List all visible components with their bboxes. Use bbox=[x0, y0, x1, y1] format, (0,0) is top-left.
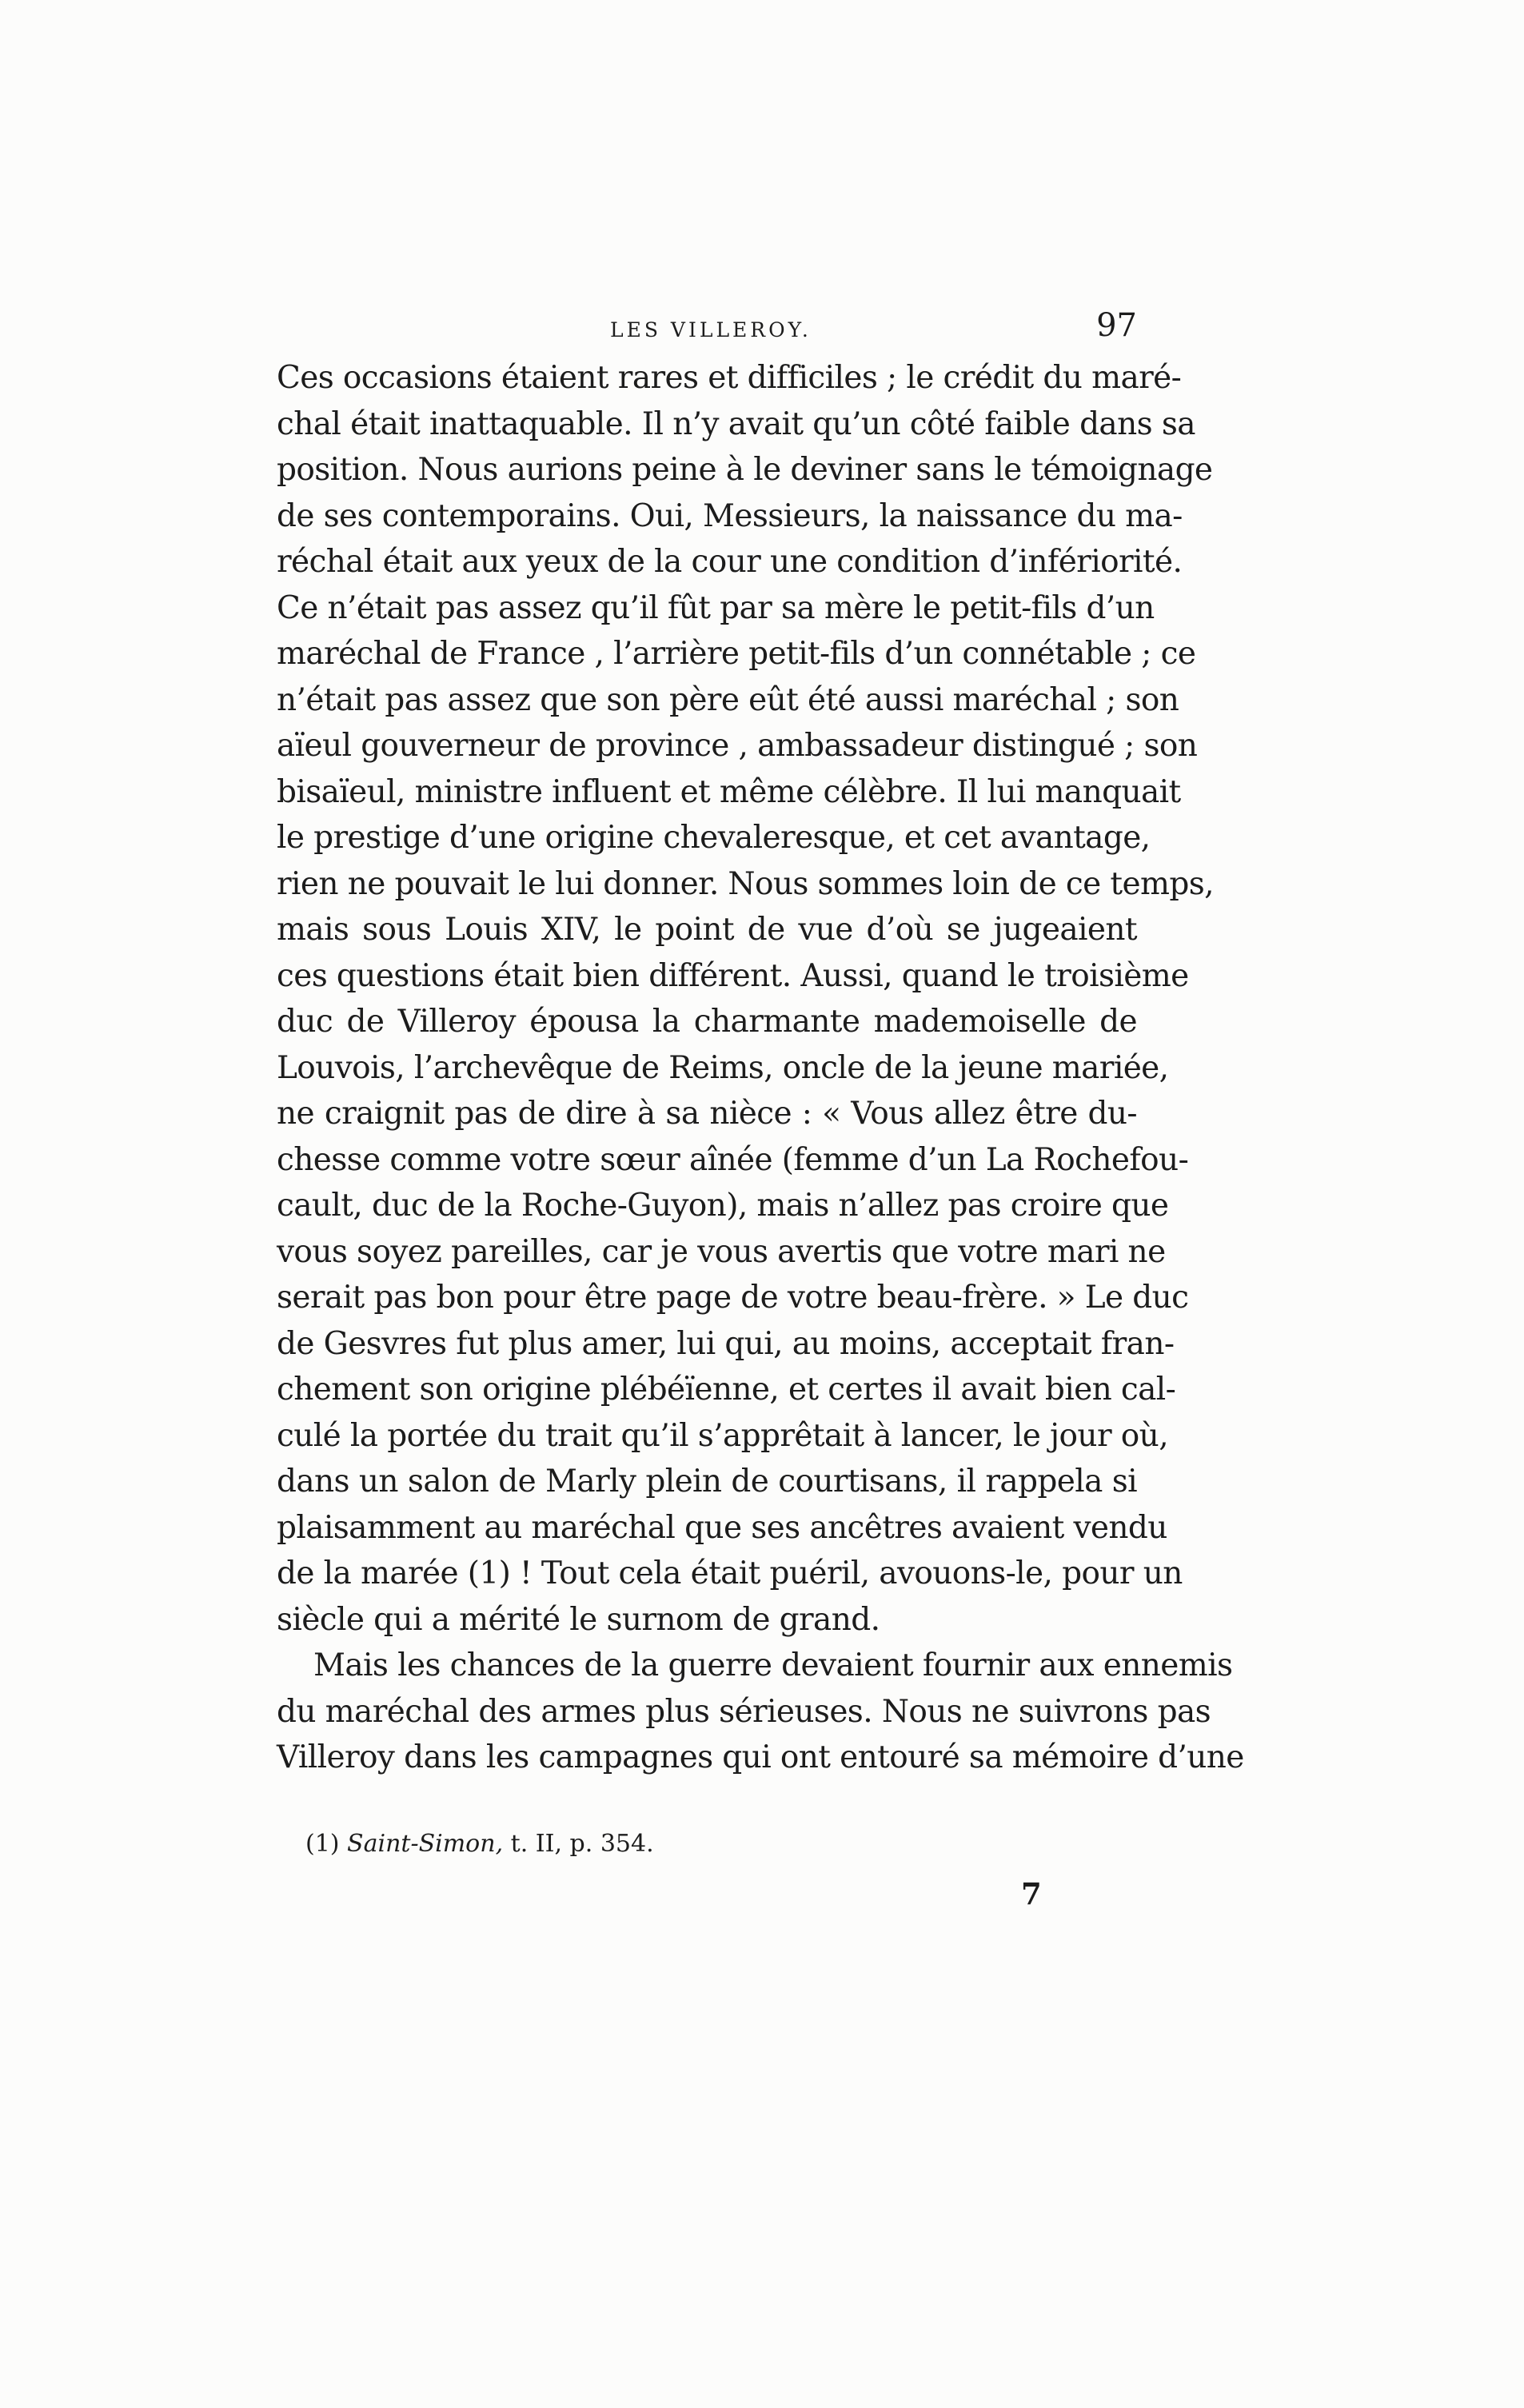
signature-mark: 7 bbox=[1021, 1876, 1042, 1911]
text-line: dans un salon de Marly plein de courtisans, il rappela si bbox=[277, 1464, 1137, 1500]
text-line: ces questions était bien différent. Aussi, quand le troisième bbox=[277, 957, 1189, 994]
text-line: du maréchal des armes plus sérieuses. Nous ne suivrons pas bbox=[277, 1693, 1211, 1730]
text-line: culé la portée du trait qu’il s’apprêtait à lancer, le jour où, bbox=[277, 1417, 1168, 1454]
text-line: Ces occasions étaient rares et difficiles ; le crédit du maré- bbox=[277, 360, 1182, 396]
text-line: maréchal de France , l’arrière petit-fils d’un connétable ; ce bbox=[277, 636, 1196, 672]
text-line: serait pas bon pour être page de votre beau-frère. » Le duc bbox=[277, 1280, 1189, 1316]
text-line: de Gesvres fut plus amer, lui qui, au moins, acceptait fran- bbox=[277, 1325, 1175, 1362]
footnote-marker: (1) bbox=[305, 1830, 340, 1858]
text-line: chal était inattaquable. Il n’y avait qu’un côté faible dans sa bbox=[277, 405, 1195, 442]
text-line: mais sous Louis XIV, le point de vue d’où se jugeaient bbox=[277, 912, 1137, 948]
text-line: siècle qui a mérité le surnom de grand. bbox=[277, 1601, 880, 1638]
text-line: position. Nous aurions peine à le deviner sans le témoignage bbox=[277, 452, 1213, 488]
text-line: réchal était aux yeux de la cour une condition d’infériorité. bbox=[277, 544, 1183, 580]
text-line: Ce n’était pas assez qu’il fût par sa mère le petit-fils d’un bbox=[277, 589, 1155, 626]
text-line: de ses contemporains. Oui, Messieurs, la naissance du ma- bbox=[277, 497, 1183, 534]
text-line: vous soyez pareilles, car je vous avertis que votre mari ne bbox=[277, 1233, 1166, 1270]
text-line: plaisamment au maréchal que ses ancêtres avaient vendu bbox=[277, 1509, 1167, 1546]
page-number: 97 bbox=[1096, 307, 1137, 344]
page-header bbox=[277, 307, 1137, 355]
text-line: ne craignit pas de dire à sa nièce : « Vous allez être du- bbox=[277, 1096, 1137, 1132]
body-text bbox=[277, 355, 1244, 1781]
text-line: Mais les chances de la guerre devaient fournir aux ennemis bbox=[313, 1647, 1233, 1683]
text-line: Louvois, l’archevêque de Reims, oncle de la jeune mariée, bbox=[277, 1049, 1169, 1086]
text-line: chesse comme votre sœur aînée (femme d’un La Rochefou- bbox=[277, 1141, 1189, 1178]
footnote-reference: t. II, p. 354. bbox=[510, 1830, 654, 1858]
footnote bbox=[305, 1830, 654, 1858]
text-line: Villeroy dans les campagnes qui ont entouré sa mémoire d’une bbox=[277, 1739, 1244, 1775]
text-line: duc de Villeroy épousa la charmante mademoiselle de bbox=[277, 1004, 1137, 1040]
running-title: LES VILLEROY. bbox=[610, 318, 812, 341]
text-line: cault, duc de la Roche-Guyon), mais n’allez pas croire que bbox=[277, 1188, 1169, 1224]
text-line: de la marée (1) ! Tout cela était puéril, avouons-le, pour un bbox=[277, 1555, 1183, 1591]
text-line: chement son origine plébéïenne, et certes il avait bien cal- bbox=[277, 1372, 1176, 1408]
text-line: n’était pas assez que son père eût été aussi maréchal ; son bbox=[277, 681, 1179, 718]
text-line: aïeul gouverneur de province , ambassadeur distingué ; son bbox=[277, 728, 1198, 764]
text-line: rien ne pouvait le lui donner. Nous sommes loin de ce temps, bbox=[277, 865, 1214, 902]
footnote-source: Saint-Simon, bbox=[347, 1830, 504, 1858]
text-line: bisaïeul, ministre influent et même célèbre. Il lui manquait bbox=[277, 773, 1181, 810]
text-line: le prestige d’une origine chevaleresque, et cet avantage, bbox=[277, 820, 1151, 856]
